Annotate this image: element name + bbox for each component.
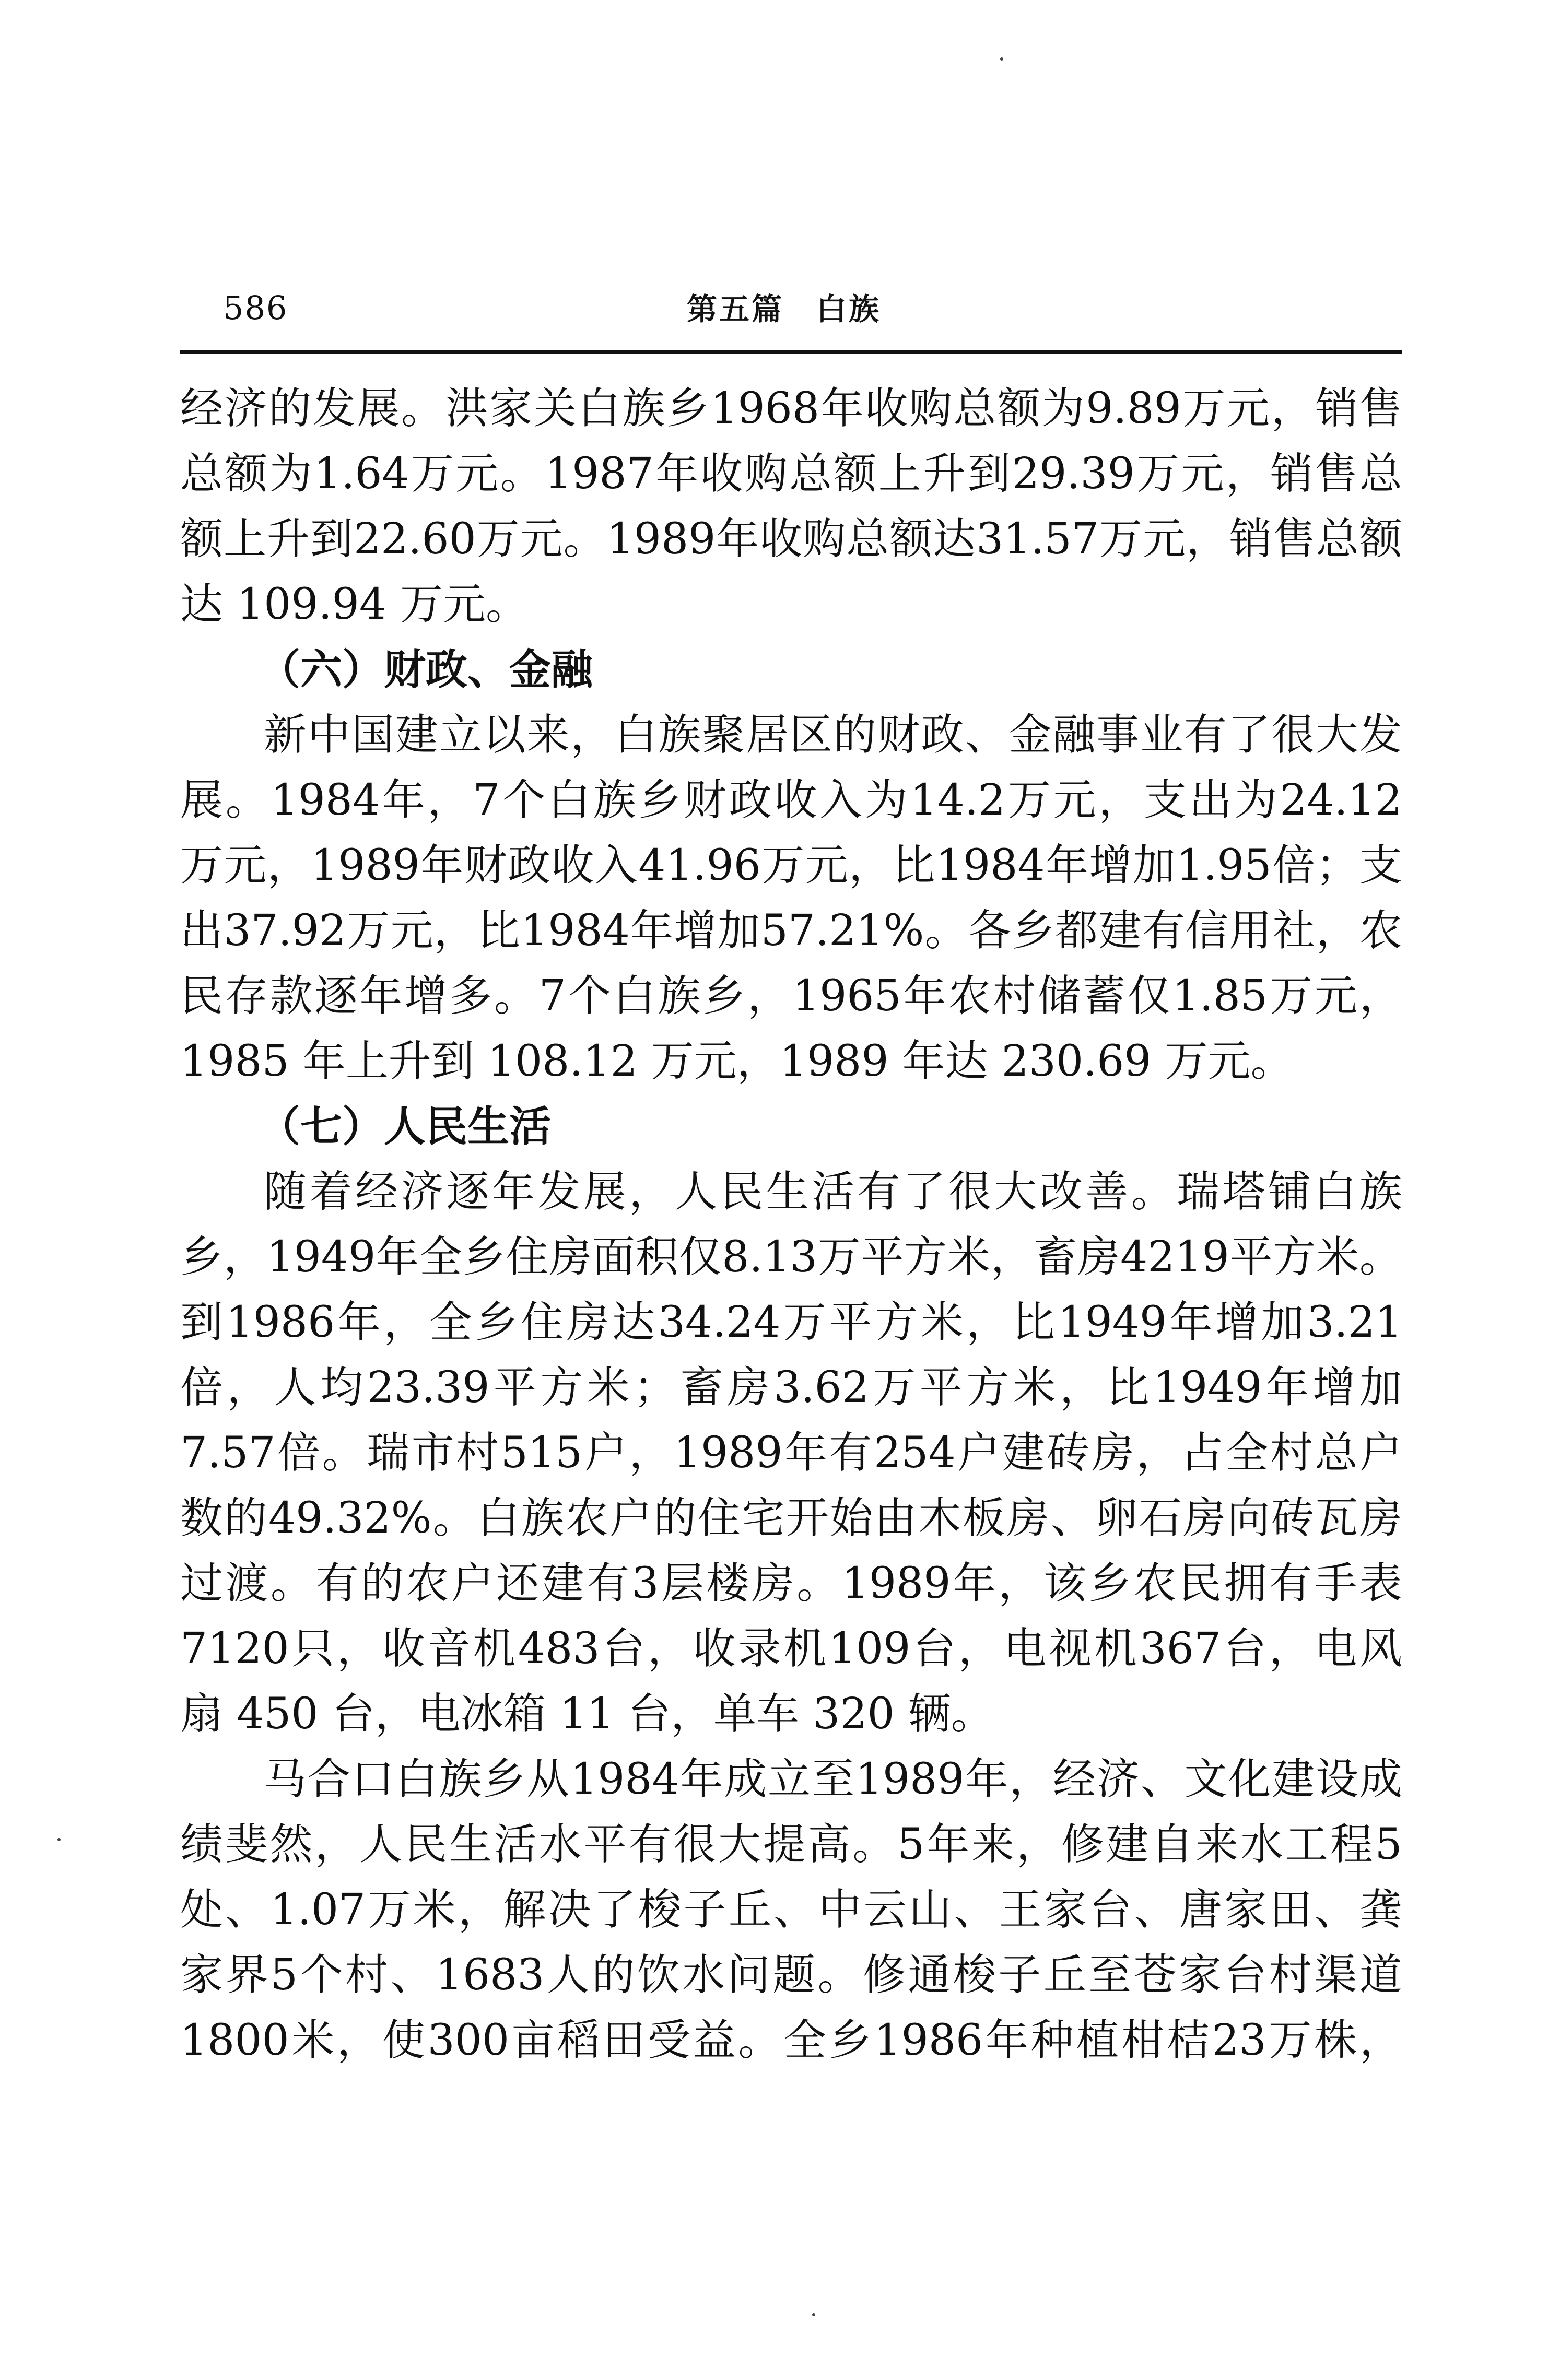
text-line: 万 元 ， 1989 年 财 政 收 入 41.96 万 元 ， 比 1984 年 增 加 1.95 倍 ； 支 [180, 841, 1402, 890]
text-line: 到 1986 年 ， 全 乡 住 房 达 34.24 万 平 方 米 ， 比 1949 年 增 加 3.21 [180, 1298, 1402, 1347]
text-line: 1985 年上升到 108.12 万元，1989 年达 230.69 万元。 [180, 1036, 1294, 1086]
scan-speck [57, 1838, 61, 1841]
page-number: 586 [223, 289, 288, 327]
text-line: 达 109.94 万元。 [180, 580, 529, 629]
page-header [180, 277, 1402, 339]
text-line: 乡 ， 1949 年 全 乡 住 房 面 积 仅 8.13 万 平 方 米 ， 畜 房 4219 平 方 米 。 [180, 1232, 1402, 1282]
text-line: 扇 450 台，电冰箱 11 台，单车 320 辆。 [180, 1689, 994, 1739]
text-line: 绩 斐 然 ， 人 民 生 活 水 平 有 很 大 提 高 。 5 年 来 ， 修 建 自 来 水 工 程 5 [180, 1820, 1402, 1869]
text-line: 出 37.92 万 元 ， 比 1984 年 增 加 57.21% 。 各 乡 都 建 有 信 用 社 ， 农 [180, 906, 1402, 956]
body-text [180, 376, 1402, 2073]
text-line: 1800 米 ， 使 300 亩 稻 田 受 益 。 全 乡 1986 年 种 植 柑 桔 23 万 株 ， [180, 2016, 1402, 2065]
text-line: 马 合 口 白 族 乡 从 1984 年 成 立 至 1989 年 ， 经 济 、 文 化 建 设 成 [264, 1754, 1402, 1804]
text-line: 家 界 5 个 村 、 1683 人 的 饮 水 问 题 。 修 通 梭 子 丘 至 苍 家 台 村 渠 道 [180, 1950, 1402, 2000]
text-line: 过 渡 。 有 的 农 户 还 建 有 3 层 楼 房 。 1989 年 ， 该 乡 农 民 拥 有 手 表 [180, 1559, 1402, 1608]
text-line: 民 存 款 逐 年 增 多 。 7 个 白 族 乡 ， 1965 年 农 村 储 蓄 仅 1.85 万 元 ， [180, 971, 1402, 1021]
text-line: 数 的 49.32% 。 白 族 农 户 的 住 宅 开 始 由 木 板 房 、 卵 石 房 向 砖 瓦 房 [180, 1493, 1402, 1543]
text-line: 倍 ， 人 均 23.39 平 方 米 ； 畜 房 3.62 万 平 方 米 ， 比 1949 年 增 加 [180, 1363, 1402, 1412]
running-title: 第五篇 白族 [687, 291, 882, 327]
scan-speck [812, 2313, 815, 2316]
text-line: 处 、 1.07 万 米 ， 解 决 了 梭 子 丘 、 中 云 山 、 王 家 台 、 唐 家 田 、 龚 [180, 1885, 1402, 1935]
text-line: 新 中 国 建 立 以 来 ， 白 族 聚 居 区 的 财 政 、 金 融 事 业 有 了 很 大 发 [264, 710, 1402, 760]
section-heading: （六）财政、金融 [259, 645, 593, 694]
header-rule [180, 350, 1402, 354]
text-line: 7.57 倍 。 瑞 市 村 515 户 ， 1989 年 有 254 户 建 砖 房 ， 占 全 村 总 户 [180, 1428, 1402, 1478]
scan-speck [1000, 57, 1003, 61]
text-line: 随 着 经 济 逐 年 发 展 ， 人 民 生 活 有 了 很 大 改 善 。 瑞 塔 铺 白 族 [264, 1167, 1402, 1217]
section-heading: （七）人民生活 [259, 1102, 551, 1151]
text-line: 总 额 为 1.64 万 元 。 1987 年 收 购 总 额 上 升 到 29.39 万 元 ， 销 售 总 [180, 449, 1402, 499]
text-line: 展 。 1984 年 ， 7 个 白 族 乡 财 政 收 入 为 14.2 万 元 ， 支 出 为 24.12 [180, 775, 1402, 825]
text-line: 经 济 的 发 展 。 洪 家 关 白 族 乡 1968 年 收 购 总 额 为 9.89 万 元 ， 销 售 [180, 384, 1402, 433]
text-line: 7120 只 ， 收 音 机 483 台 ， 收 录 机 109 台 ， 电 视 机 367 台 ， 电 风 [180, 1624, 1402, 1674]
text-line: 额 上 升 到 22.60 万 元 。 1989 年 收 购 总 额 达 31.57 万 元 ， 销 售 总 额 [180, 514, 1402, 564]
